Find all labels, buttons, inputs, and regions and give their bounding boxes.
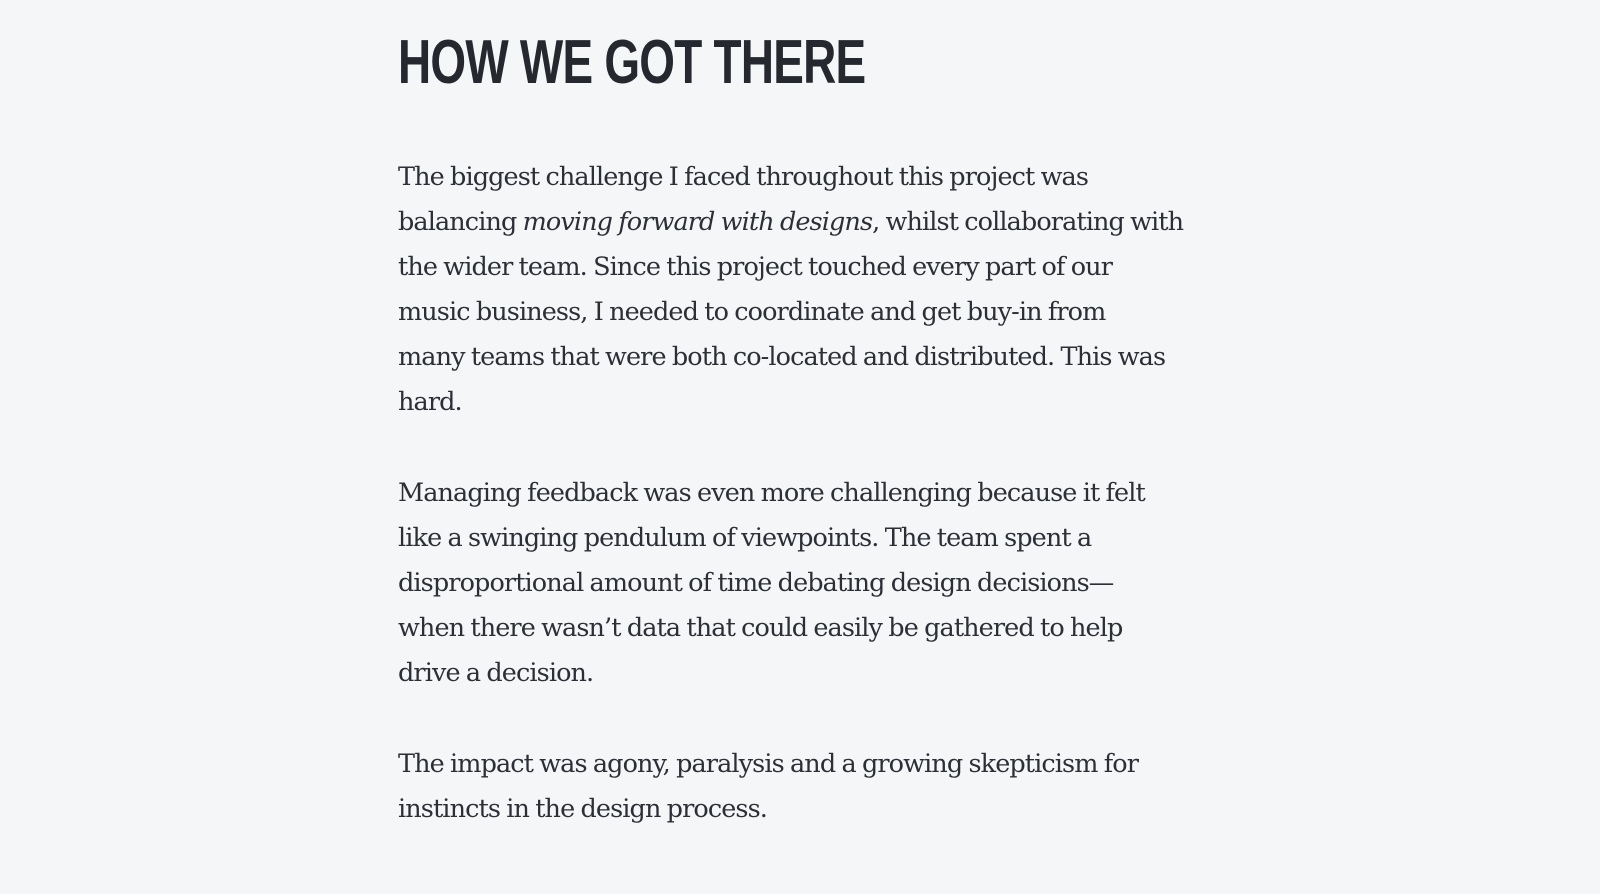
paragraph-feedback (398, 471, 1208, 696)
text-line: Managing feedback was even more challenging because it felt (398, 478, 1145, 508)
text-line: The impact was agony, paralysis and a growing skepticism for (398, 749, 1139, 779)
text-segment: , whilst collaborating with (872, 207, 1184, 237)
text-line: drive a decision. (398, 658, 594, 688)
text-line: disproportional amount of time debating design decisions— (398, 568, 1114, 598)
text-line: music business, I needed to coordinate and get buy-in from (398, 297, 1106, 327)
paragraph-impact (398, 742, 1208, 832)
section-heading: HOW WE GOT THERE (398, 28, 866, 97)
paragraph-challenge (398, 155, 1208, 425)
text-segment: balancing (398, 207, 523, 237)
text-line: instincts in the design process. (398, 794, 767, 824)
emphasis-text: moving forward with designs (522, 207, 873, 237)
text-line: like a swinging pendulum of viewpoints. The team spent a (398, 523, 1092, 553)
text-line: hard. (398, 387, 462, 417)
text-line: the wider team. Since this project touched every part of our (398, 252, 1112, 282)
text-line: The biggest challenge I faced throughout this project was (398, 162, 1088, 192)
text-line (398, 200, 1208, 245)
text-line: many teams that were both co-located and distributed. This was (398, 342, 1166, 372)
text-line: when there wasn’t data that could easily be gathered to help (398, 613, 1123, 643)
